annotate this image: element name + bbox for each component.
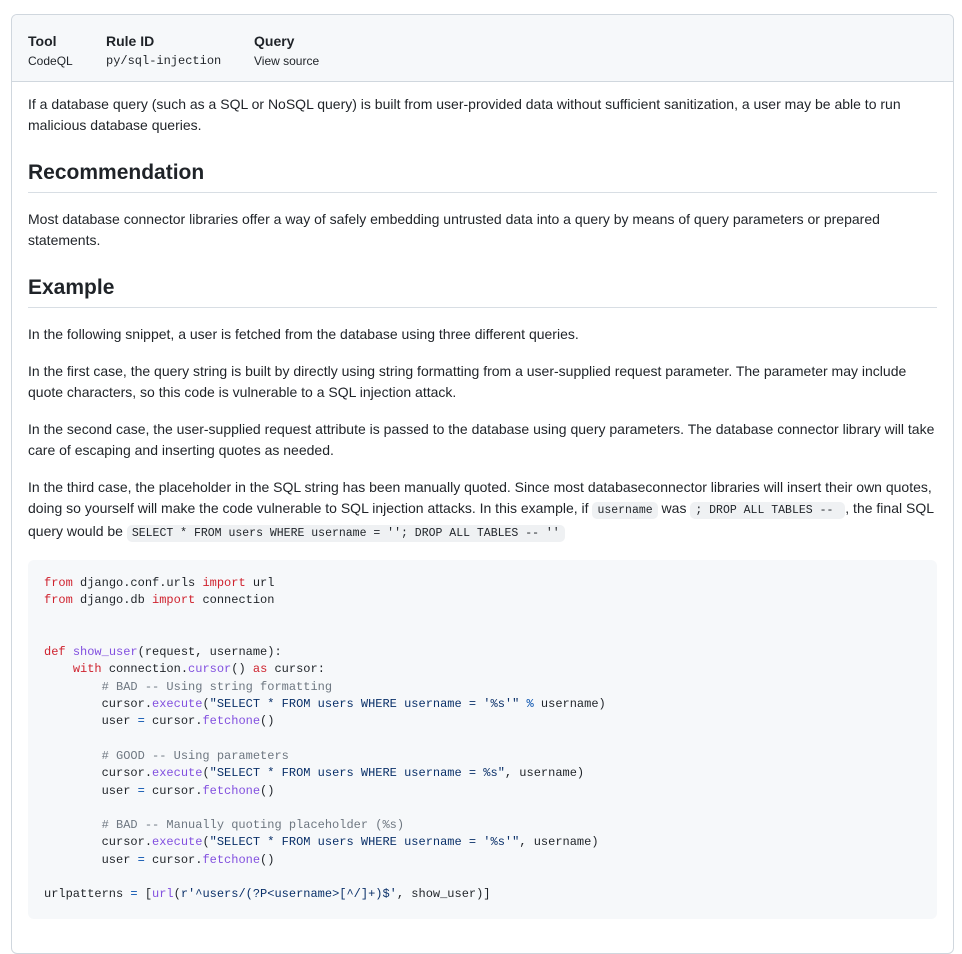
code-token: execute (152, 835, 203, 850)
code-string: r'^users/(?P<username>[^/]+)$' (180, 887, 397, 902)
code-token: cursor. (144, 714, 203, 729)
code-string: "SELECT * FROM users WHERE username = '%s'" (209, 697, 520, 712)
code-token: url (152, 887, 174, 902)
code-token: (request, username): (137, 645, 282, 660)
code-token: [ (144, 887, 153, 902)
tool-label: Tool (28, 33, 57, 49)
code-token: , username) (519, 835, 599, 850)
code-token: ( (202, 766, 210, 781)
code-token: cursor. (144, 783, 203, 798)
code-token: url (245, 576, 275, 590)
example-paragraph-3: In the second case, the user-supplied request attribute is passed to the database using query parameters. The database connector library will take care of escaping and inserting quotes as needed. (28, 421, 935, 458)
code-token: = (137, 714, 145, 729)
p4-text-a: In the third case, the placeholder in the SQL string has been manually quoted. Since most databaseconnector libraries will insert their own quotes, doing so yourself will make the code vulnerable to SQL injection attacks. In this example, if (28, 479, 932, 516)
code-token: , username) (504, 766, 585, 781)
code-token: cursor (188, 662, 232, 677)
rule-meta-bar (12, 15, 953, 82)
code-comment: # BAD -- Manually quoting placeholder (%s) (101, 818, 405, 833)
code-token: as (252, 662, 268, 677)
intro-paragraph: If a database query (such as a SQL or NoSQL query) is built from user-provided data without sufficient sanitization, a user may be able to run malicious database queries. (28, 96, 901, 133)
code-token: execute (152, 697, 203, 712)
code-token: fetchone (202, 714, 261, 729)
meta-rule (106, 32, 222, 81)
code-token: urlpatterns (44, 887, 131, 902)
code-token: fetchone (202, 852, 261, 867)
recommendation-heading: Recommendation (28, 160, 937, 193)
code-token: user (101, 783, 138, 798)
code-token: with (72, 662, 102, 677)
rule-id-value: py/sql-injection (106, 54, 222, 68)
code-token: ( (202, 835, 210, 850)
code-token: from (44, 593, 73, 608)
example-heading: Example (28, 275, 937, 308)
code-token: show_user (72, 645, 138, 660)
rule-help-content (12, 82, 953, 919)
code-token: () (260, 852, 275, 867)
code-string: "SELECT * FROM users WHERE username = %s" (209, 766, 505, 781)
code-token: def (44, 645, 66, 660)
code-string: "SELECT * FROM users WHERE username = '%s'" (209, 835, 520, 850)
code-token: fetchone (202, 783, 261, 798)
code-token: () (260, 783, 275, 798)
view-source-link[interactable]: View source (254, 54, 320, 68)
code-token: cursor. (144, 852, 203, 867)
recommendation-paragraph: Most database connector libraries offer a way of safely embedding untrusted data into a query by means of query parameters or prepared statements. (28, 211, 880, 248)
code-token: () (260, 714, 275, 729)
code-token: django.db (72, 593, 153, 608)
code-token: connection. (101, 662, 189, 677)
code-comment: # GOOD -- Using parameters (101, 748, 289, 763)
code-token: import (152, 593, 196, 608)
code-token: () (231, 662, 253, 677)
p4-text-b: was (657, 500, 691, 516)
code-token: from (44, 576, 73, 590)
code-token: connection (195, 593, 275, 608)
code-token: user (101, 852, 138, 867)
meta-tool (28, 32, 74, 81)
code-token: = (130, 887, 138, 902)
code-token: % (519, 697, 541, 712)
code-token: cursor: (267, 662, 325, 677)
alert-panel (11, 14, 954, 954)
code-token: cursor. (101, 835, 153, 850)
example-paragraph-4 (28, 477, 937, 544)
p4-text-c: , the final SQL query would be (28, 500, 934, 539)
example-paragraph-1: In the following snippet, a user is fetched from the database using three different queries. (28, 326, 579, 342)
code-token: ( (173, 887, 181, 902)
code-token: , show_user)] (396, 887, 491, 902)
example-paragraph-2: In the first case, the query string is built by directly using string formatting from a user-supplied request parameter. The parameter may include quote characters, so this code is vulnerable to a SQL injection attack. (28, 363, 907, 400)
code-token: username) (540, 697, 606, 712)
code-token: import (202, 576, 246, 590)
inline-code-username: username (592, 502, 657, 519)
inline-code-final-query: SELECT * FROM users WHERE username = ''; DROP ALL TABLES -- '' (127, 525, 565, 542)
rule-label: Rule ID (106, 33, 155, 49)
meta-query (254, 32, 319, 81)
code-token: ( (202, 697, 210, 712)
tool-value: CodeQL (28, 54, 73, 68)
code-token: django.conf.urls (72, 576, 203, 590)
code-token: user (101, 714, 138, 729)
code-block (28, 560, 937, 919)
inline-code-payload: ; DROP ALL TABLES -- (690, 502, 845, 519)
code-token: cursor. (101, 766, 153, 781)
code-token: cursor. (101, 697, 153, 712)
code-token: execute (152, 766, 203, 781)
query-label: Query (254, 33, 295, 49)
code-token: = (137, 852, 145, 867)
code-comment: # BAD -- Using string formatting (101, 679, 333, 694)
code-token: = (137, 783, 145, 798)
